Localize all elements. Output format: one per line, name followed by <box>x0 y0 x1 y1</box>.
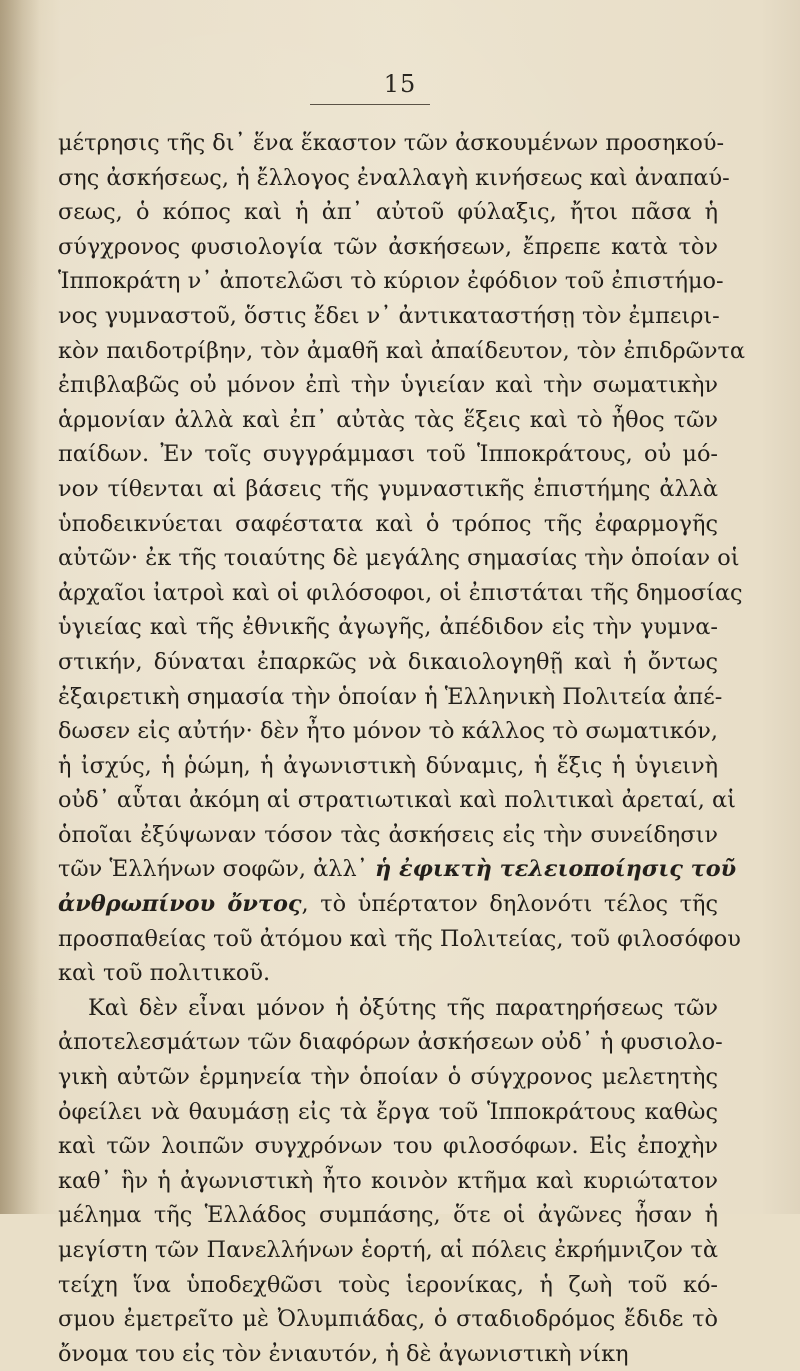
text-segment: οὐδ᾽ αὗται ἀκόμη αἱ στρατιωτικαὶ καὶ πολιτικαὶ ἀρεταί, αἱ <box>58 787 736 814</box>
text-segment: σεως, ὁ κόπος καὶ ἡ ἀπ᾽ αὐτοῦ φύλαξις, ἤτοι πᾶσα ἡ <box>58 199 718 226</box>
text-line <box>58 680 723 715</box>
text-line <box>58 368 718 403</box>
text-segment: μεγίστη τῶν Πανελλήνων ἑορτή, αἱ πόλεις ἐκρήμνιζον τὰ <box>58 1237 718 1263</box>
text-line <box>58 749 718 784</box>
text-segment: μέλημα τῆς Ἑλλάδος συμπάσης, ὅτε οἱ ἀγῶνες ἦσαν ἡ <box>58 1202 718 1229</box>
text-line <box>58 1268 718 1303</box>
text-line <box>58 1302 718 1337</box>
header-rule <box>310 104 430 105</box>
text-line <box>58 264 724 299</box>
text-segment: στικήν, δύναται ἐπαρκῶς νὰ δικαιολογηθῇ καὶ ἡ ὄντως <box>58 648 718 675</box>
text-segment: ὑγιείας καὶ τῆς ἐθνικῆς ἀγωγῆς, ἀπέδιδον εἰς τὴν γυμνα- <box>58 614 718 641</box>
text-segment: μέτρησις τῆς δι᾽ ἕνα ἕκαστον τῶν ἀσκουμένων προσηκού- <box>58 130 725 156</box>
binding-shadow <box>0 0 40 1214</box>
emphasized-text: ἀνθρωπίνου ὄντος <box>58 891 302 918</box>
text-segment: σης ἀσκήσεως, ἡ ἔλλογος ἐναλλαγὴ κινήσεως καὶ ἀναπαύ- <box>58 164 730 191</box>
text-segment: Ἱπποκράτη ν᾽ ἀποτελῶσι τὸ κύριον ἐφόδιον τοῦ ἐπιστήμο- <box>58 268 724 295</box>
text-line <box>58 1233 718 1268</box>
text-line <box>58 852 737 887</box>
text-line <box>58 541 740 576</box>
text-line <box>58 161 730 196</box>
text-line <box>58 1095 718 1130</box>
emphasized-text: ἡ ἐφικτὴ τελειοποίησις τοῦ <box>374 856 737 883</box>
text-segment: καὶ τῶν λοιπῶν συγχρόνων του φιλοσόφων. Εἰς ἐποχὴν <box>58 1133 718 1160</box>
text-line <box>58 126 725 161</box>
text-segment: κὸν παιδοτρίβην, τὸν ἀμαθῆ καὶ ἀπαίδευτον, τὸν ἐπιδρῶντα <box>58 337 745 364</box>
text-line <box>58 818 718 853</box>
text-line <box>58 887 718 922</box>
text-line <box>58 783 736 818</box>
text-line <box>58 922 741 957</box>
text-line <box>58 610 718 645</box>
text-line <box>58 1060 718 1095</box>
text-segment: ἐπιβλαβῶς οὐ μόνον ἐπὶ τὴν ὑγιείαν καὶ τὴν σωματικὴν <box>58 372 718 399</box>
text-line <box>58 334 745 369</box>
text-segment: ἀρχαῖοι ἰατροὶ καὶ οἱ φιλόσοφοι, οἱ ἐπιστάται τῆς δημοσίας <box>58 579 743 606</box>
text-line <box>58 472 718 507</box>
text-line <box>58 299 718 334</box>
text-line <box>58 714 718 749</box>
text-segment: παίδων. Ἐν τοῖς συγγράμμασι τοῦ Ἱπποκράτους, οὐ μό- <box>58 441 718 468</box>
text-line <box>58 1164 718 1199</box>
text-segment: , τὸ ὑπέρτατον δηλονότι τέλος τῆς <box>301 891 718 918</box>
page-number: 15 <box>383 70 417 98</box>
text-segment: νος γυμναστοῦ, ὅστις ἔδει ν᾽ ἀντικαταστήσῃ τὸν ἐμπειρι- <box>58 302 720 329</box>
text-segment: ἀποτελεσμάτων τῶν διαφόρων ἀσκήσεων οὐδ᾽ ἡ φυσιολο- <box>58 1029 723 1056</box>
text-segment: ἁρμονίαν ἀλλὰ καὶ ἐπ᾽ αὐτὰς τὰς ἕξεις καὶ τὸ ἦθος τῶν <box>58 406 718 433</box>
text-segment: προσπαθείας τοῦ ἀτόμου καὶ τῆς Πολιτείας, τοῦ φιλοσόφου <box>58 925 741 952</box>
text-segment: γικὴ αὐτῶν ἑρμηνεία τὴν ὁποίαν ὁ σύγχρονος μελετητὴς <box>58 1064 718 1091</box>
text-line <box>58 1198 718 1233</box>
text-segment: νον τίθενται αἱ βάσεις τῆς γυμναστικῆς ἐπιστήμης ἀλλὰ <box>58 475 718 502</box>
text-line <box>58 437 718 472</box>
text-segment: σύγχρονος φυσιολογία τῶν ἀσκήσεων, ἔπρεπε κατὰ τὸν <box>58 233 718 260</box>
text-segment: ὀφείλει νὰ θαυμάσῃ εἰς τὰ ἔργα τοῦ Ἱπποκράτους καθὼς <box>58 1098 718 1125</box>
text-line <box>58 1337 718 1371</box>
text-line <box>58 576 743 611</box>
page-header <box>0 70 800 98</box>
text-segment: καὶ τοῦ πολιτικοῦ. <box>58 960 271 987</box>
text-line <box>58 991 718 1026</box>
text-segment: σμου ἐμετρεῖτο μὲ Ὀλυμπιάδας, ὁ σταδιοδρόμος ἔδιδε τὸ <box>58 1306 718 1333</box>
text-segment: αὐτῶν· ἐκ τῆς τοιαύτης δὲ μεγάλης σημασίας τὴν ὁποίαν οἱ <box>58 545 740 572</box>
text-segment: ὄνομα του εἰς τὸν ἐνιαυτόν, ἡ δὲ ἀγωνιστικὴ νίκη <box>58 1340 629 1367</box>
text-line <box>58 956 718 991</box>
text-line <box>58 195 718 230</box>
text-line <box>58 1129 718 1164</box>
text-segment: ἐξαιρετικὴ σημασία τὴν ὁποίαν ἡ Ἑλληνικὴ Πολιτεία ἀπέ- <box>58 683 723 710</box>
text-line <box>58 507 718 542</box>
text-line <box>58 230 718 265</box>
text-segment: ὁποῖαι ἐξύψωναν τόσον τὰς ἀσκήσεις εἰς τὴν συνείδησιν <box>58 821 718 848</box>
text-segment: τείχη ἵνα ὑποδεχθῶσι τοὺς ἱερονίκας, ἡ ζωὴ τοῦ κό- <box>58 1271 718 1298</box>
body-text <box>58 126 745 1371</box>
text-line <box>58 403 718 438</box>
text-line <box>58 1025 723 1060</box>
text-segment: τῶν Ἑλλήνων σοφῶν, ἀλλ᾽ <box>58 856 375 883</box>
text-segment: ἡ ἰσχύς, ἡ ῥώμη, ἡ ἀγωνιστικὴ δύναμις, ἡ ἕξις ἡ ὑγιεινὴ <box>58 752 718 779</box>
text-segment: καθ᾽ ἣν ἡ ἀγωνιστικὴ ἦτο κοινὸν κτῆμα καὶ κυριώτατον <box>58 1167 718 1194</box>
text-segment: Καὶ δὲν εἶναι μόνον ἡ ὀξύτης τῆς παρατηρήσεως τῶν <box>88 994 718 1021</box>
text-segment: δωσεν εἰς αὐτήν· δὲν ἦτο μόνον τὸ κάλλος τὸ σωματικόν, <box>58 718 718 745</box>
text-line <box>58 645 718 680</box>
text-segment: ὑποδεικνύεται σαφέστατα καὶ ὁ τρόπος τῆς ἐφαρμογῆς <box>58 510 718 537</box>
